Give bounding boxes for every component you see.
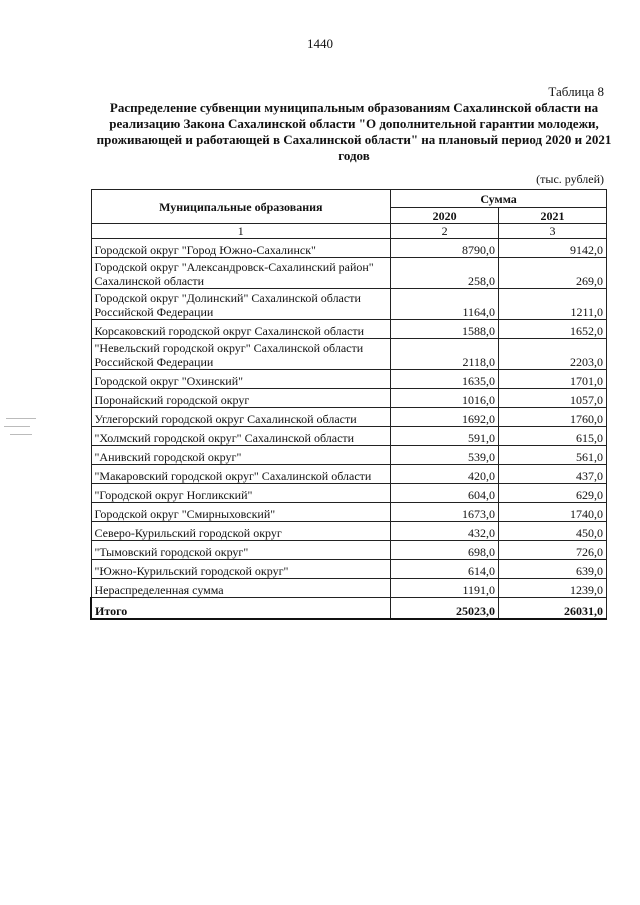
- table-row: [91, 465, 607, 484]
- municipality-name: Городской округ "Охинский": [91, 370, 391, 389]
- municipality-name: Корсаковский городской округ Сахалинской области: [91, 320, 391, 339]
- municipality-name: Северо-Курильский городской округ: [91, 522, 391, 541]
- amount-2020: 614,0: [391, 560, 499, 579]
- table-label: Таблица 8: [548, 84, 604, 99]
- total-2020: 25023,0: [391, 598, 499, 620]
- amount-2021: 1740,0: [499, 503, 607, 522]
- amount-2020: 1635,0: [391, 370, 499, 389]
- unit-note: (тыс. рублей): [536, 172, 604, 186]
- amount-2021: 2203,0: [499, 339, 607, 370]
- amount-2020: 1164,0: [391, 289, 499, 320]
- municipality-name: Нераспределенная сумма: [91, 579, 391, 598]
- scan-artifact: [6, 418, 36, 419]
- index-cell: 3: [499, 224, 607, 239]
- amount-2020: 591,0: [391, 427, 499, 446]
- municipality-name: Городской округ "Александровск-Сахалинский район" Сахалинской области: [91, 258, 391, 289]
- table-row: [91, 339, 607, 370]
- amount-2021: 269,0: [499, 258, 607, 289]
- amount-2020: 604,0: [391, 484, 499, 503]
- table-title: Распределение субвенции муниципальным образованиям Сахалинской области на реализацию Закона Сахалинской области "О дополнительной гарантии молодежи, проживающей и работающей в Сахалинской области" на плановый период 2020 и 2021 годов: [96, 100, 612, 163]
- amount-2020: 258,0: [391, 258, 499, 289]
- table-row: [91, 427, 607, 446]
- scan-artifact: [10, 434, 32, 435]
- amount-2021: 437,0: [499, 465, 607, 484]
- amount-2020: 539,0: [391, 446, 499, 465]
- table-row: [91, 408, 607, 427]
- amount-2020: 1588,0: [391, 320, 499, 339]
- table-row: [91, 446, 607, 465]
- amount-2021: 1652,0: [499, 320, 607, 339]
- table-row: [91, 541, 607, 560]
- municipality-name: "Холмский городской округ" Сахалинской области: [91, 427, 391, 446]
- col-header-2021: 2021: [499, 208, 607, 224]
- total-2021: 26031,0: [499, 598, 607, 620]
- municipality-name: Поронайский городской округ: [91, 389, 391, 408]
- municipality-name: Городской округ "Город Южно-Сахалинск": [91, 239, 391, 258]
- amount-2021: 1211,0: [499, 289, 607, 320]
- total-row: [91, 598, 607, 620]
- table-row: [91, 289, 607, 320]
- municipality-name: Городской округ "Долинский" Сахалинской области Российской Федерации: [91, 289, 391, 320]
- amount-2020: 8790,0: [391, 239, 499, 258]
- col-header-municipality: Муниципальные образования: [91, 190, 391, 224]
- table-row: [91, 579, 607, 598]
- amount-2020: 1191,0: [391, 579, 499, 598]
- table-row: [91, 239, 607, 258]
- amount-2020: 2118,0: [391, 339, 499, 370]
- municipality-name: "Южно-Курильский городской округ": [91, 560, 391, 579]
- amount-2021: 9142,0: [499, 239, 607, 258]
- total-label: Итого: [91, 598, 391, 620]
- index-cell: 1: [91, 224, 391, 239]
- page-number: 1440: [307, 36, 333, 51]
- table-row: [91, 258, 607, 289]
- amount-2021: 639,0: [499, 560, 607, 579]
- subvention-table: [90, 189, 607, 620]
- municipality-name: Городской округ "Смирныховский": [91, 503, 391, 522]
- municipality-name: "Городской округ Ногликский": [91, 484, 391, 503]
- table-row: [91, 522, 607, 541]
- table-row: [91, 320, 607, 339]
- amount-2021: 1057,0: [499, 389, 607, 408]
- amount-2020: 420,0: [391, 465, 499, 484]
- municipality-name: "Невельский городской округ" Сахалинской области Российской Федерации: [91, 339, 391, 370]
- amount-2021: 726,0: [499, 541, 607, 560]
- index-cell: 2: [391, 224, 499, 239]
- municipality-name: "Макаровский городской округ" Сахалинской области: [91, 465, 391, 484]
- amount-2021: 1701,0: [499, 370, 607, 389]
- scan-artifact: [4, 426, 30, 427]
- amount-2020: 1673,0: [391, 503, 499, 522]
- table-row: [91, 370, 607, 389]
- amount-2021: 1760,0: [499, 408, 607, 427]
- table-row: [91, 560, 607, 579]
- municipality-name: "Тымовский городской округ": [91, 541, 391, 560]
- index-row: [91, 224, 607, 239]
- amount-2020: 432,0: [391, 522, 499, 541]
- amount-2020: 1016,0: [391, 389, 499, 408]
- amount-2020: 698,0: [391, 541, 499, 560]
- table-row: [91, 503, 607, 522]
- table-row: [91, 484, 607, 503]
- amount-2021: 629,0: [499, 484, 607, 503]
- amount-2021: 450,0: [499, 522, 607, 541]
- municipality-name: "Анивский городской округ": [91, 446, 391, 465]
- municipality-name: Углегорский городской округ Сахалинской области: [91, 408, 391, 427]
- table-row: [91, 389, 607, 408]
- amount-2021: 561,0: [499, 446, 607, 465]
- amount-2021: 1239,0: [499, 579, 607, 598]
- col-header-2020: 2020: [391, 208, 499, 224]
- col-header-sum: Сумма: [391, 190, 607, 208]
- amount-2020: 1692,0: [391, 408, 499, 427]
- amount-2021: 615,0: [499, 427, 607, 446]
